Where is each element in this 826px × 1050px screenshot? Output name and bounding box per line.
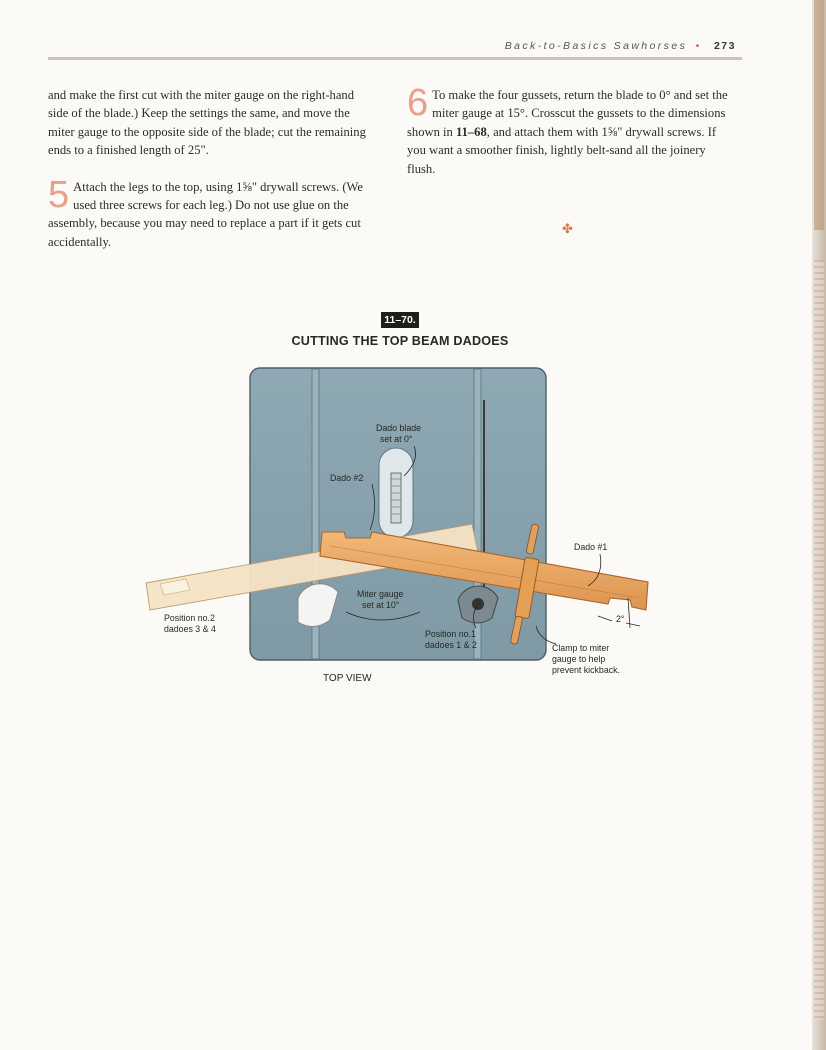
label-angle: 2° bbox=[616, 614, 625, 624]
label-miter-gauge-setting: set at 10° bbox=[362, 600, 400, 610]
running-title-text: Back-to-Basics Sawhorses bbox=[504, 40, 688, 52]
label-clamp-2: gauge to help bbox=[552, 654, 606, 664]
step-number: 6 bbox=[407, 82, 429, 124]
label-position-1-dadoes: dadoes 1 & 2 bbox=[425, 640, 477, 650]
figure-reference: 11–68 bbox=[455, 124, 487, 139]
step-number: 5 bbox=[48, 173, 70, 216]
page-number: 273 bbox=[713, 40, 736, 52]
header-separator: • bbox=[695, 40, 702, 52]
label-dado-blade: Dado blade bbox=[376, 423, 421, 433]
label-clamp-3: prevent kickback. bbox=[552, 665, 620, 675]
label-dado-1: Dado #1 bbox=[574, 542, 608, 552]
label-position-2: Position no.2 bbox=[164, 613, 215, 623]
end-of-section-ornament: ✤ bbox=[562, 222, 573, 237]
figure-number-badge: 11–70. bbox=[381, 312, 419, 328]
label-dado-2: Dado #2 bbox=[330, 473, 364, 483]
dado-blade-stack bbox=[391, 473, 401, 523]
label-top-view: TOP VIEW bbox=[323, 673, 372, 684]
figure-title: CUTTING THE TOP BEAM DADOES bbox=[291, 334, 509, 348]
step-6-text: To make the four gussets, return the blade to 0° and set the miter gauge at 15°. Crosscut the gussets to the dimensions shown in bbox=[407, 88, 728, 139]
paragraph: and make the first cut with the miter gauge on the right-hand side of the blade.) Keep the settings the same, and move the miter gauge to the opposite side of the blade; cut the remaining ends to a finished length of 25". bbox=[48, 88, 366, 158]
label-miter-gauge: Miter gauge bbox=[357, 589, 404, 599]
label-position-1: Position no.1 bbox=[425, 629, 476, 639]
label-position-2-dadoes: dadoes 3 & 4 bbox=[164, 624, 216, 634]
label-clamp: Clamp to miter bbox=[552, 643, 610, 653]
label-dado-blade-setting: set at 0° bbox=[380, 434, 413, 444]
step-6-text-end: , and attach them with 1⅝" drywall screws. If you want a smoother finish, lightly belt-sand all the joinery flush. bbox=[407, 124, 717, 176]
step-5-text: Attach the legs to the top, using 1⅝" drywall screws. (We used three screws for each leg.) Do not use glue on the assembly, because you may need to replace a part if it gets cut accidentally. bbox=[48, 179, 364, 249]
